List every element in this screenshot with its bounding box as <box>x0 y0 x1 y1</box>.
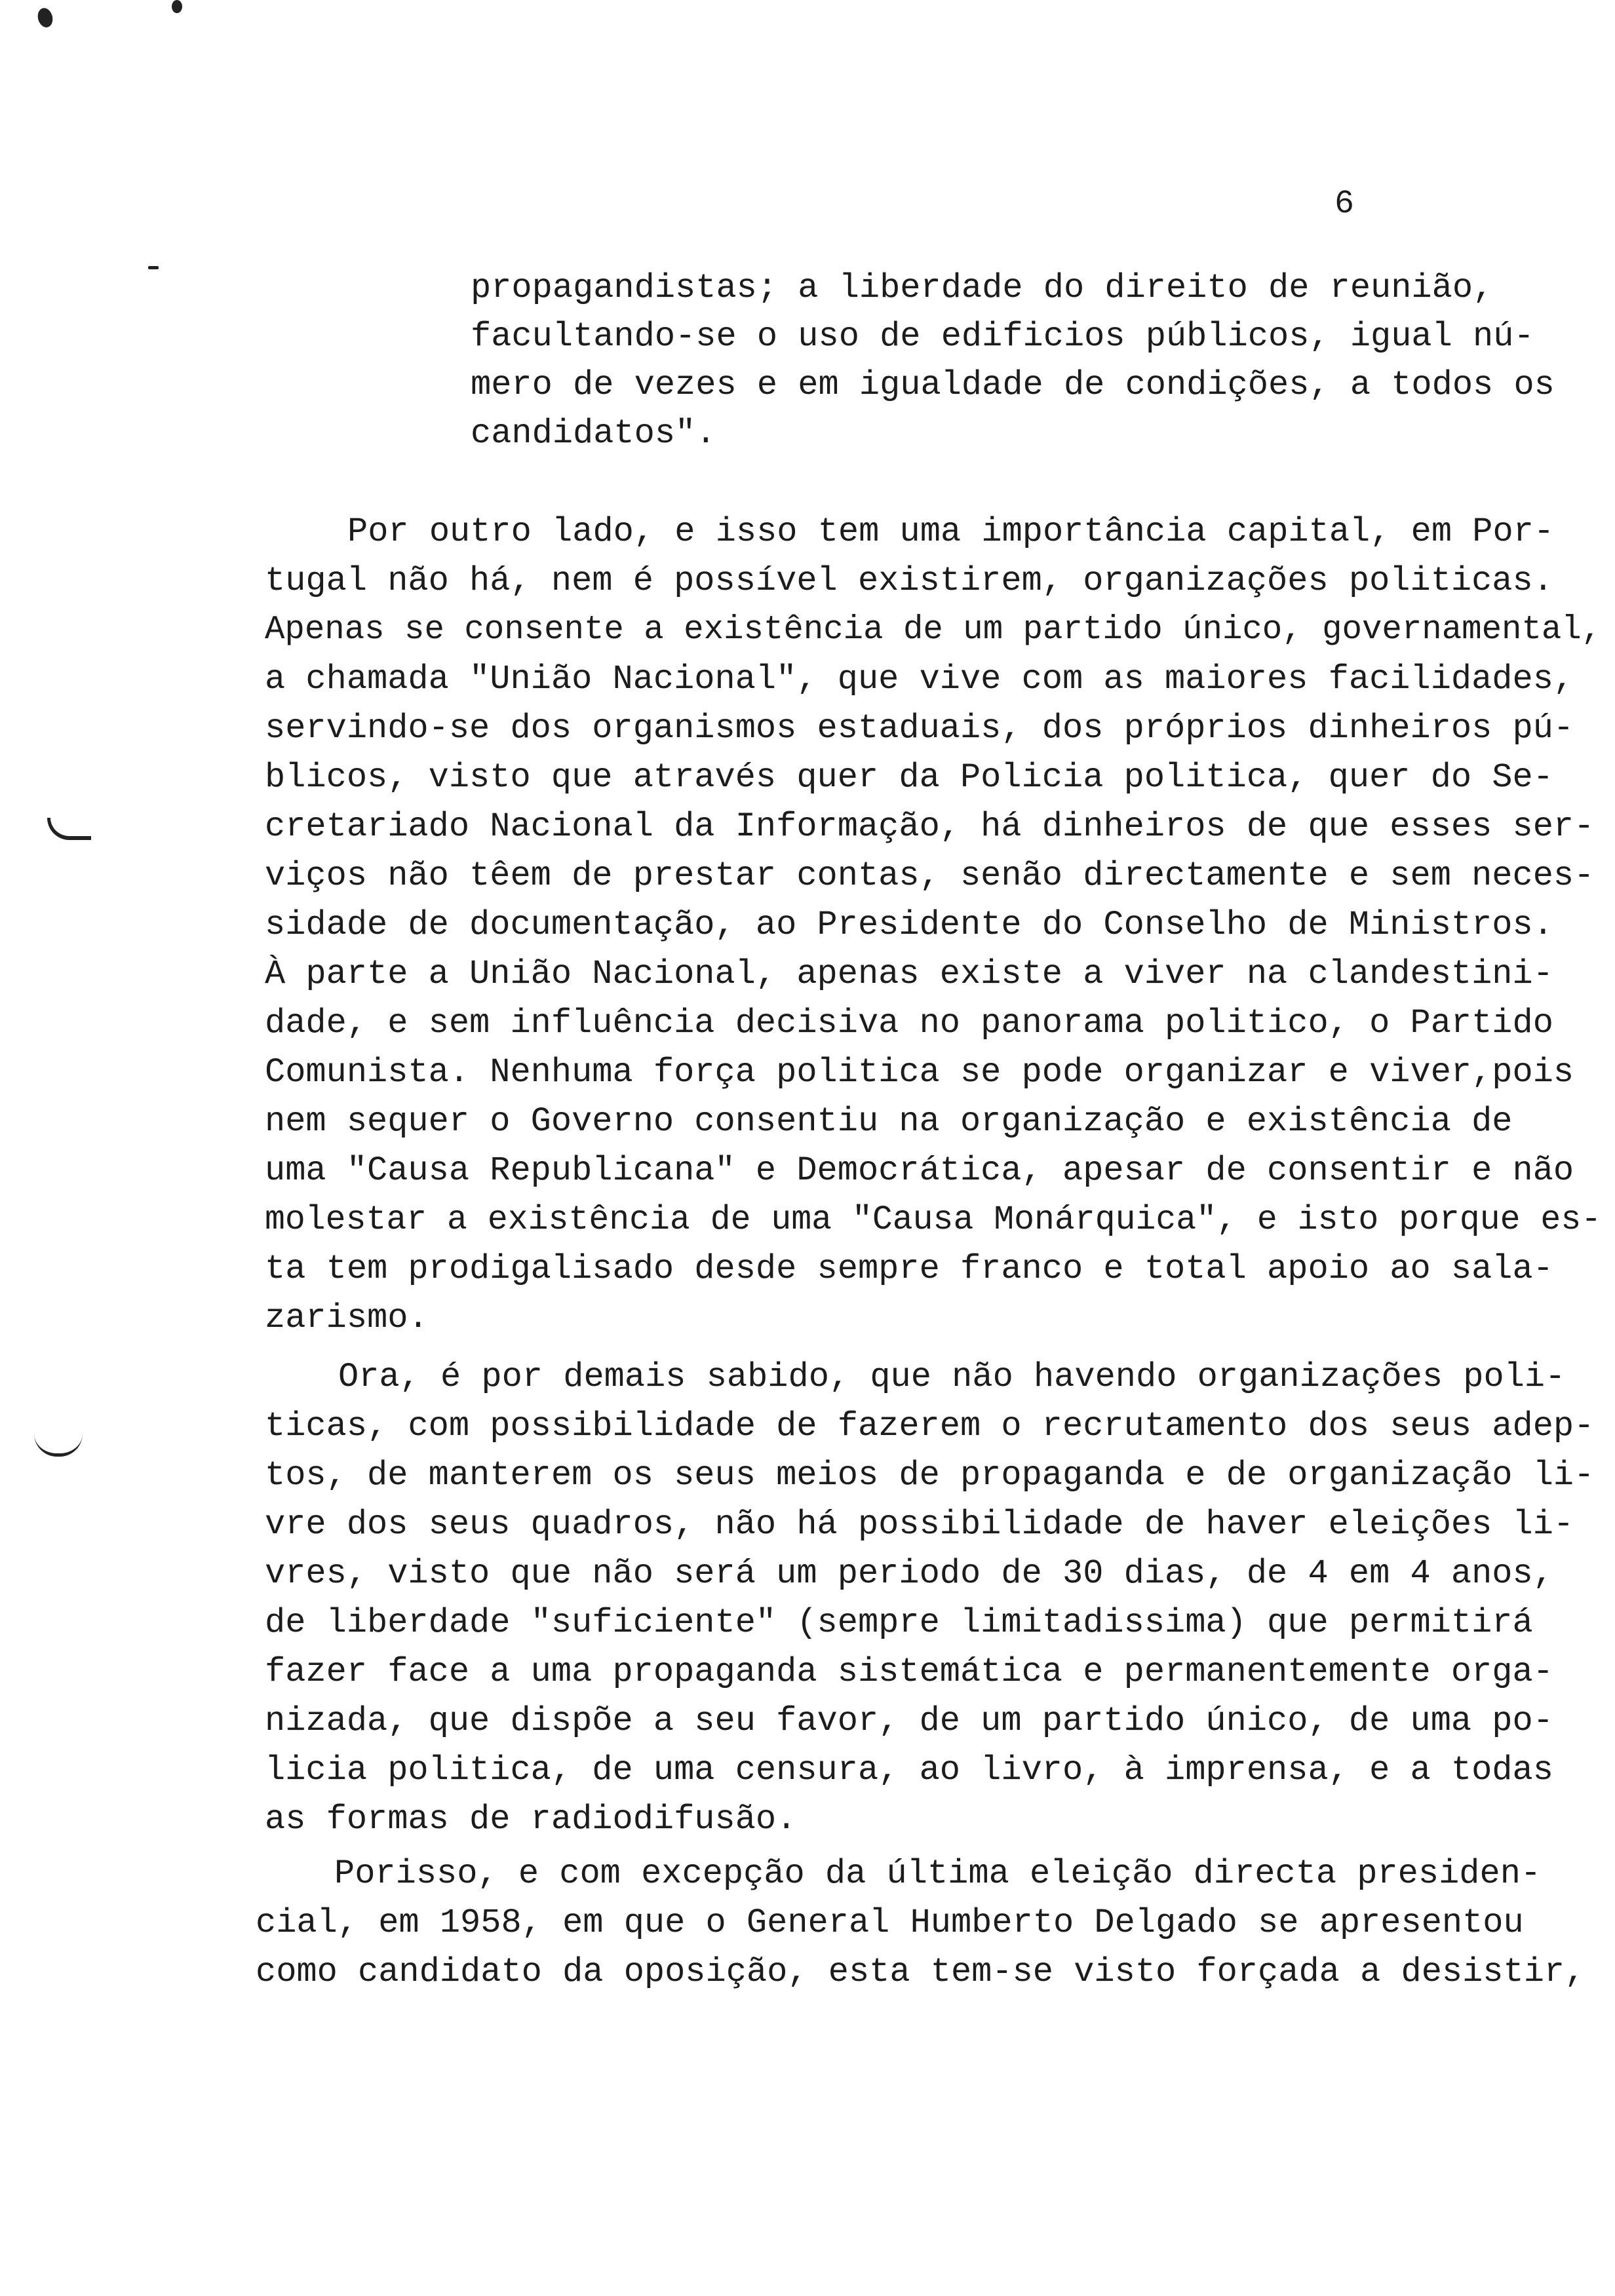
quote-line: mero de vezes e em igualdade de condições, a todos os <box>471 366 1555 404</box>
ink-mark <box>148 266 159 269</box>
quote-line: propagandistas; a liberdade do direito de reunião, <box>471 269 1494 307</box>
body-line: ticas, com possibilidade de fazerem o recrutamento dos seus adep- <box>265 1407 1595 1445</box>
body-line: viços não têem de prestar contas, senão directamente e sem neces- <box>265 856 1595 895</box>
body-line: vre dos seus quadros, não há possibilidade de haver eleições li- <box>265 1505 1574 1544</box>
body-line: servindo-se dos organismos estaduais, dos próprios dinheiros pú- <box>265 709 1574 748</box>
paragraph-first-line: Ora, é por demais sabido, que não havendo organizações poli- <box>338 1358 1566 1396</box>
paragraph-first-line: Por outro lado, e isso tem uma importância capital, em Por- <box>347 512 1555 551</box>
body-line: licia politica, de uma censura, ao livro, à imprensa, e a todas <box>265 1751 1553 1789</box>
body-line: cial, em 1958, em que o General Humberto Delgado se apresentou <box>256 1904 1524 1942</box>
body-line: dade, e sem influência decisiva no panorama politico, o Partido <box>265 1004 1553 1043</box>
margin-mark <box>47 818 91 840</box>
body-line: zarismo. <box>265 1299 429 1337</box>
body-line: ta tem prodigalisado desde sempre franco e total apoio ao sala- <box>265 1250 1553 1288</box>
body-line: como candidato da oposição, esta tem-se visto forçada a desistir, <box>256 1953 1586 1991</box>
body-line: tugal não há, nem é possível existirem, organizações politicas. <box>265 562 1553 600</box>
body-line: nem sequer o Governo consentiu na organização e existência de <box>265 1102 1513 1141</box>
body-line: fazer face a uma propaganda sistemática e permanentemente orga- <box>265 1653 1553 1691</box>
quote-line: candidatos". <box>471 414 716 453</box>
body-line: nizada, que dispõe a seu favor, de um partido único, de uma po- <box>265 1702 1553 1740</box>
quote-line: facultando-se o uso de edificios públicos, igual nú- <box>471 317 1534 356</box>
body-line: Apenas se consente a existência de um partido único, governamental, <box>265 611 1602 649</box>
body-line: tos, de manterem os seus meios de propaganda e de organização li- <box>265 1456 1595 1495</box>
paragraph-first-line: Porisso, e com excepção da última eleição directa presiden- <box>334 1854 1542 1893</box>
body-line: molestar a existência de uma "Causa Monárquica", e isto porque es- <box>265 1201 1602 1239</box>
body-line: de liberdade "suficiente" (sempre limitadissima) que permitirá <box>265 1603 1533 1642</box>
ink-blot <box>35 7 54 29</box>
body-line: sidade de documentação, ao Presidente do Conselho de Ministros. <box>265 906 1553 944</box>
page-number: 6 <box>1334 185 1355 223</box>
margin-mark <box>34 1434 83 1457</box>
body-line: blicos, visto que através quer da Policia politica, quer do Se- <box>265 758 1553 797</box>
body-line: uma "Causa Republicana" e Democrática, apesar de consentir e não <box>265 1151 1574 1190</box>
body-line: a chamada "União Nacional", que vive com as maiores facilidades, <box>265 660 1574 698</box>
body-line: cretariado Nacional da Informação, há dinheiros de que esses ser- <box>265 807 1595 846</box>
body-line: Comunista. Nenhuma força politica se pode organizar e viver,pois <box>265 1053 1574 1092</box>
body-line: vres, visto que não será um periodo de 30 dias, de 4 em 4 anos, <box>265 1554 1553 1593</box>
body-line: À parte a União Nacional, apenas existe a viver na clandestini- <box>265 955 1553 993</box>
ink-blot <box>172 0 182 13</box>
body-line: as formas de radiodifusão. <box>265 1800 797 1839</box>
